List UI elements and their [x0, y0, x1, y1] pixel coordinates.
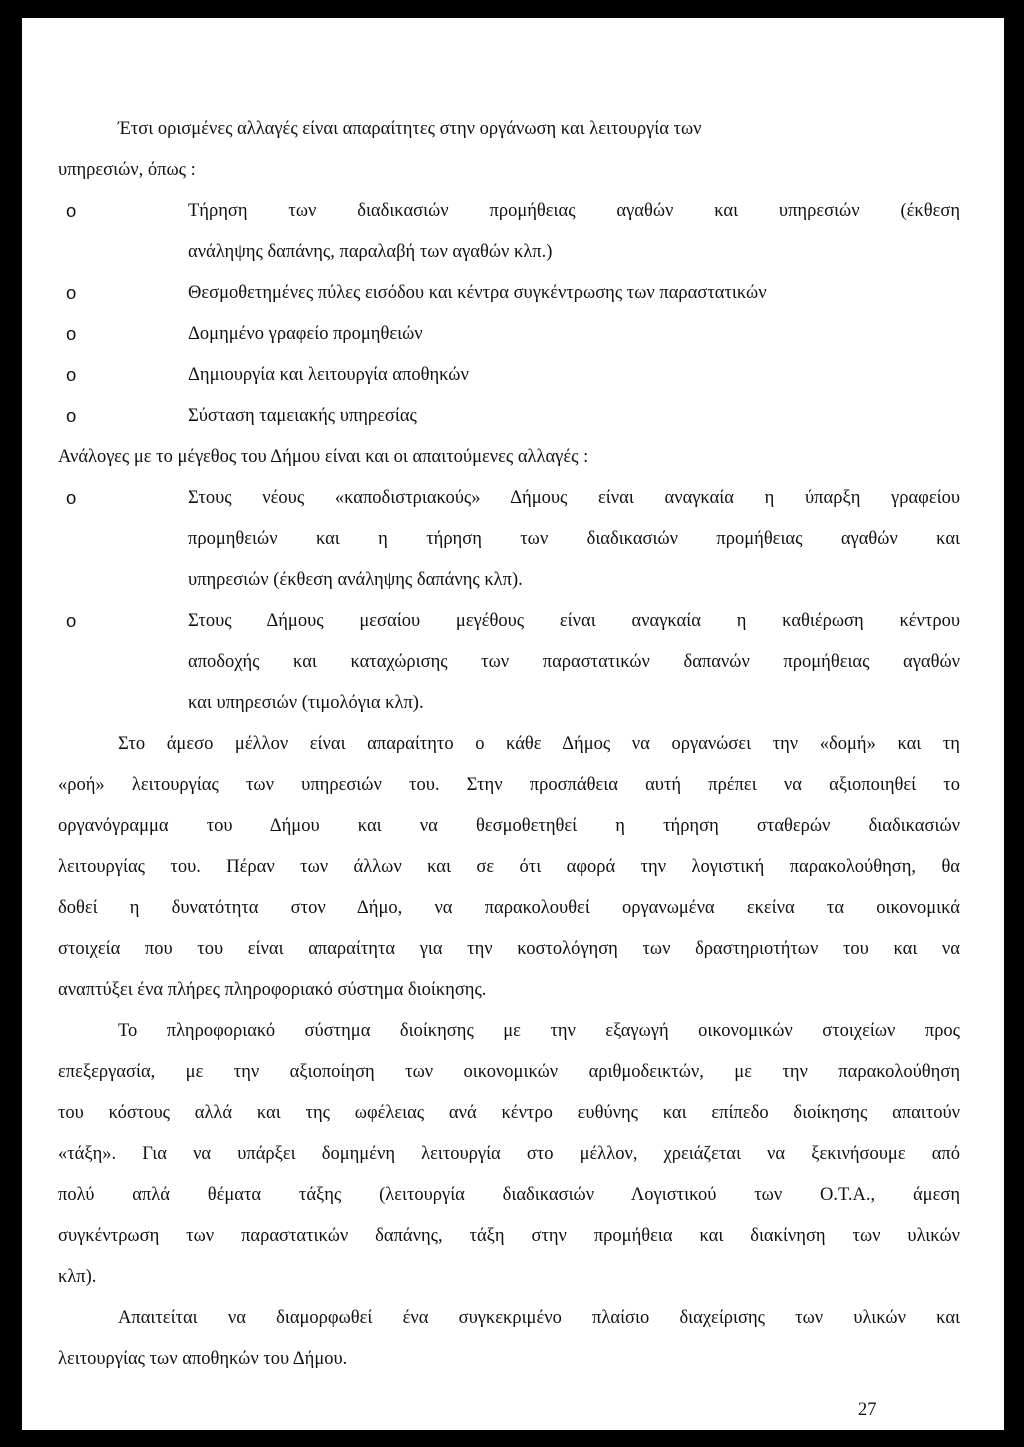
bullet-marker: o — [66, 610, 77, 631]
paragraph-line: λειτουργίας του. Πέραν των άλλων και σε ότι αφορά την λογιστική παρακολούθηση, θα — [58, 857, 960, 877]
analogous-heading: Ανάλογες με το μέγεθος του Δήμου είναι και οι απαιτούμενες αλλαγές : — [58, 447, 589, 467]
paragraph-line: Το πληροφοριακό σύστημα διοίκησης με την εξαγωγή οικονομικών στοιχείων προς — [118, 1021, 960, 1041]
bullet-marker: o — [66, 405, 77, 426]
paragraph-line: πολύ απλά θέματα τάξης (λειτουργία διαδικασιών Λογιστικού των Ο.Τ.Α., άμεση — [58, 1185, 960, 1205]
paragraph-line: στοιχεία που του είναι απαραίτητα για την κοστολόγηση των δραστηριοτήτων του και να — [58, 939, 960, 959]
paragraph-line: Στο άμεσο μέλλον είναι απαραίτητο ο κάθε Δήμος να οργανώσει την «δομή» και τη — [118, 734, 960, 754]
paragraph-line: του κόστους αλλά και της ωφέλειας ανά κέντρο ευθύνης και επίπεδο διοίκησης απαιτούν — [58, 1103, 960, 1123]
list-item-line: Δομημένο γραφείο προμηθειών — [188, 324, 423, 344]
bullet-marker: o — [66, 487, 77, 508]
paragraph-line: οργανόγραμμα του Δήμου και να θεσμοθετηθεί η τήρηση σταθερών διαδικασιών — [58, 816, 960, 836]
document-page — [22, 18, 1004, 1430]
list-item-line: Δημιουργία και λειτουργία αποθηκών — [188, 365, 469, 385]
list-item-line: υπηρεσιών (έκθεση ανάληψης δαπάνης κλπ). — [188, 570, 523, 590]
paragraph-line: δοθεί η δυνατότητα στον Δήμο, να παρακολουθεί οργανωμένα εκείνα τα οικονομικά — [58, 898, 960, 918]
list-item-line: Θεσμοθετημένες πύλες εισόδου και κέντρα συγκέντρωσης των παραστατικών — [188, 283, 767, 303]
page-number: 27 — [858, 1400, 877, 1420]
paragraph-line: Απαιτείται να διαμορφωθεί ένα συγκεκριμένο πλαίσιο διαχείρισης των υλικών και — [118, 1308, 960, 1328]
bullet-marker: o — [66, 323, 77, 344]
paragraph-line: «ροή» λειτουργίας των υπηρεσιών του. Στην προσπάθεια αυτή πρέπει να αξιοποιηθεί το — [58, 775, 960, 795]
bullet-marker: o — [66, 282, 77, 303]
intro-line-2: υπηρεσιών, όπως : — [58, 160, 196, 180]
list-item-line: προμηθειών και η τήρηση των διαδικασιών προμήθειας αγαθών και — [188, 529, 960, 549]
list-item-line: Τήρηση των διαδικασιών προμήθειας αγαθών και υπηρεσιών (έκθεση — [188, 201, 960, 221]
list-item-line: ανάληψης δαπάνης, παραλαβή των αγαθών κλπ.) — [188, 242, 553, 262]
paragraph-line: επεξεργασία, με την αξιοποίηση των οικονομικών αριθμοδεικτών, με την παρακολούθηση — [58, 1062, 960, 1082]
list-item-line: και υπηρεσιών (τιμολόγια κλπ). — [188, 693, 424, 713]
bullet-marker: o — [66, 364, 77, 385]
paragraph-line: συγκέντρωση των παραστατικών δαπάνης, τάξη στην προμήθεια και διακίνηση των υλικών — [58, 1226, 960, 1246]
paragraph-line: κλπ). — [58, 1267, 97, 1287]
list-item-line: Στους νέους «καποδιστριακούς» Δήμους είναι αναγκαία η ύπαρξη γραφείου — [188, 488, 960, 508]
list-item-line: Σύσταση ταμειακής υπηρεσίας — [188, 406, 417, 426]
list-item-line: αποδοχής και καταχώρισης των παραστατικών δαπανών προμήθειας αγαθών — [188, 652, 960, 672]
paragraph-line: αναπτύξει ένα πλήρες πληροφοριακό σύστημα διοίκησης. — [58, 980, 487, 1000]
intro-line-1: Έτσι ορισμένες αλλαγές είναι απαραίτητες στην οργάνωση και λειτουργία των — [118, 119, 702, 139]
paragraph-line: «τάξη». Για να υπάρξει δομημένη λειτουργία στο μέλλον, χρειάζεται να ξεκινήσουμε από — [58, 1144, 960, 1164]
bullet-marker: o — [66, 200, 77, 221]
list-item-line: Στους Δήμους μεσαίου μεγέθους είναι αναγκαία η καθιέρωση κέντρου — [188, 611, 960, 631]
paragraph-line: λειτουργίας των αποθηκών του Δήμου. — [58, 1349, 348, 1369]
